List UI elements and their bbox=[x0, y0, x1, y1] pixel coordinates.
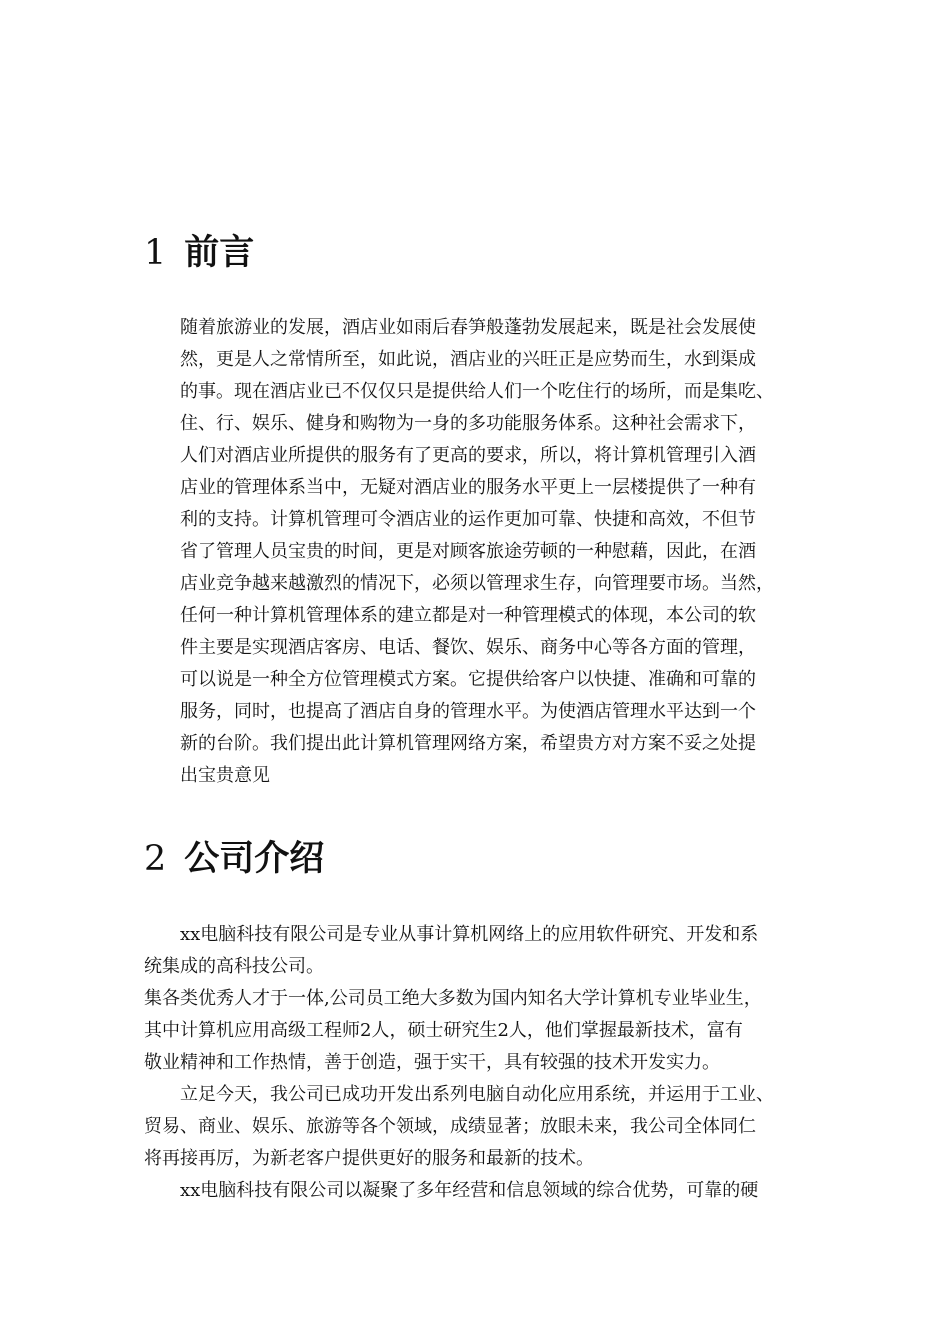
text-line: xx电脑科技有限公司以凝聚了多年经营和信息领域的综合优势，可靠的硬 bbox=[144, 1180, 759, 1201]
text-line: 将再接再厉，为新老客户提供更好的服务和最新的技术。 bbox=[144, 1148, 594, 1169]
text-line: 然，更是人之常情所至，如此说，酒店业的兴旺正是应势而生，水到渠成 bbox=[180, 349, 756, 370]
text-line: 任何一种计算机管理体系的建立都是对一种管理模式的体现，本公司的软 bbox=[180, 605, 756, 626]
text-line: 出宝贵意见 bbox=[180, 765, 270, 786]
text-line: 随着旅游业的发展，酒店业如雨后春笋般蓬勃发展起来，既是社会发展使 bbox=[180, 317, 756, 338]
text-line: 住、行、娱乐、健身和购物为一身的多功能服务体系。这种社会需求下， bbox=[180, 413, 756, 434]
company-intro-paragraph bbox=[144, 919, 774, 1207]
text-line: 统集成的高科技公司。 bbox=[144, 956, 324, 977]
text-line: 集各类优秀人才于一体,公司员工绝大多数为国内知名大学计算机专业毕业生， bbox=[144, 988, 762, 1009]
text-line: 可以说是一种全方位管理模式方案。它提供给客户以快捷、准确和可靠的 bbox=[180, 669, 756, 690]
text-line: 敬业精神和工作热情，善于创造，强于实干，具有较强的技术开发实力。 bbox=[144, 1052, 720, 1073]
text-line: 贸易、商业、娱乐、旅游等各个领域，成绩显著；放眼未来，我公司全体同仁 bbox=[144, 1116, 756, 1137]
section-number: 2 bbox=[144, 839, 167, 879]
text-line: 人们对酒店业所提供的服务有了更高的要求，所以，将计算机管理引入酒 bbox=[180, 445, 756, 466]
text-line: 立足今天，我公司已成功开发出系列电脑自动化应用系统，并运用于工业、 bbox=[144, 1084, 774, 1105]
text-line: 利的支持。计算机管理可令酒店业的运作更加可靠、快捷和高效，不但节 bbox=[180, 509, 756, 530]
preface-paragraph bbox=[180, 312, 774, 792]
text-line: 店业竞争越来越激烈的情况下，必须以管理求生存，向管理要市场。当然， bbox=[180, 573, 774, 594]
text-line: xx电脑科技有限公司是专业从事计算机网络上的应用软件研究、开发和系 bbox=[144, 924, 759, 945]
section-heading-preface bbox=[144, 233, 255, 273]
text-line: 的事。现在酒店业已不仅仅只是提供给人们一个吃住行的场所，而是集吃、 bbox=[180, 381, 774, 402]
text-line: 服务，同时，也提高了酒店自身的管理水平。为使酒店管理水平达到一个 bbox=[180, 701, 756, 722]
section-title: 公司介绍 bbox=[184, 839, 325, 879]
section-title: 前言 bbox=[184, 233, 255, 273]
text-line: 件主要是实现酒店客房、电话、餐饮、娱乐、商务中心等各方面的管理， bbox=[180, 637, 756, 658]
text-line: 省了管理人员宝贵的时间，更是对顾客旅途劳顿的一种慰藉，因此，在酒 bbox=[180, 541, 756, 562]
section-heading-company-intro bbox=[144, 839, 325, 879]
text-line: 其中计算机应用高级工程师2人，硕士研究生2人，他们掌握最新技术，富有 bbox=[144, 1020, 743, 1041]
section-number: 1 bbox=[144, 233, 167, 273]
text-line: 新的台阶。我们提出此计算机管理网络方案，希望贵方对方案不妥之处提 bbox=[180, 733, 756, 754]
text-line: 店业的管理体系当中，无疑对酒店业的服务水平更上一层楼提供了一种有 bbox=[180, 477, 756, 498]
